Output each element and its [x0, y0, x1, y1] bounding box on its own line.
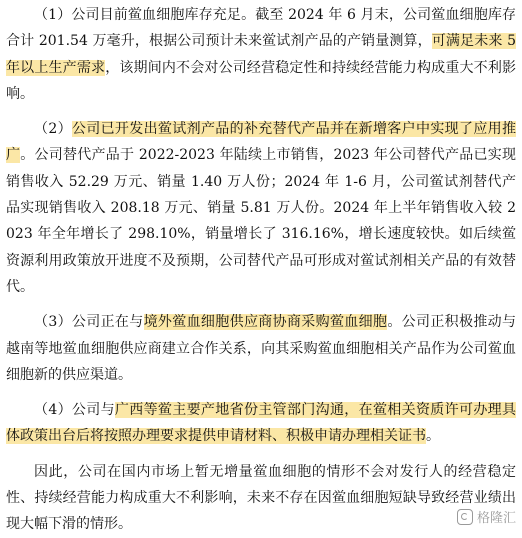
gelonghui-logo-icon [457, 509, 473, 525]
paragraph-5-text: 因此，公司在国内市场上暂无增量鲎血细胞的情形不会对发行人的经营稳定性、持续经营能力构成重大不利影响，未来不存在因鲎血细胞短缺导致经营业绩出现大幅下滑的情形。 [6, 463, 516, 533]
paragraph-3-text: （3）公司正在与 [34, 314, 144, 331]
paragraph-1-highlight: 可满足未来 5 年以上生产需求 [6, 33, 516, 76]
paragraph-2-text: （2） [34, 121, 72, 138]
paragraph-4-highlight: 广西等鲎主要产地省份主管部门沟通，在鲎相关资质许可办理具体政策出台后将按照办理要求提供申请材料、积极申请办理相关证书 [6, 402, 516, 445]
watermark [457, 507, 516, 526]
paragraph-2-text-end: 。公司替代产品于 2022-2023 年陆续上市销售，2023 年公司替代产品已实现销售收入 52.29 万元、销量 1.40 万人份；2024 年 1-6 月，公司鲎试剂替代产品实现销售收入 208.18 万元、销量 5.81 万人份。2024 年上半年销售收入较 2023 年全年增长了 298.10%，销量增长了 316.16%，增长速度较快。如后续鲎资源利用政策放开进度不及预期，公司替代产品可形成对鲎试剂相关产品的有效替代。 [6, 147, 517, 295]
paragraph-5 [6, 459, 516, 538]
paragraph-1-text: （1）公司目前鲎血细胞库存充足。截至 2024 年 6 月末，公司鲎血细胞库存合计 201.54 万毫升，根据公司预计未来鲎试剂产品的产销量测算， [6, 7, 516, 50]
paragraph-4-text: （4）公司与 [34, 402, 115, 419]
watermark-text: 格隆汇 [476, 511, 516, 526]
paragraph-1-text-end: ，该期间内不会对公司经营稳定性和持续经营能力构成重大不利影响。 [6, 59, 517, 102]
paragraph-3-text-end: 。公司正积极推动与越南等地鲎血细胞供应商建立合作关系，向其采购鲎血细胞相关产品作为公司鲎血细胞新的供应渠道。 [6, 314, 516, 383]
paragraph-3-highlight: 境外鲎血细胞供应商协商采购鲎血细胞 [143, 314, 388, 331]
paragraph-4 [6, 397, 516, 450]
paragraph-3 [6, 309, 516, 388]
paragraph-2 [6, 116, 516, 300]
paragraph-4-text-end: 。 [426, 428, 440, 445]
paragraph-2-highlight: 公司已开发出鲎试剂产品的补充替代产品并在新增客户中实现了应用推广 [6, 121, 516, 164]
paragraph-1 [6, 2, 516, 107]
